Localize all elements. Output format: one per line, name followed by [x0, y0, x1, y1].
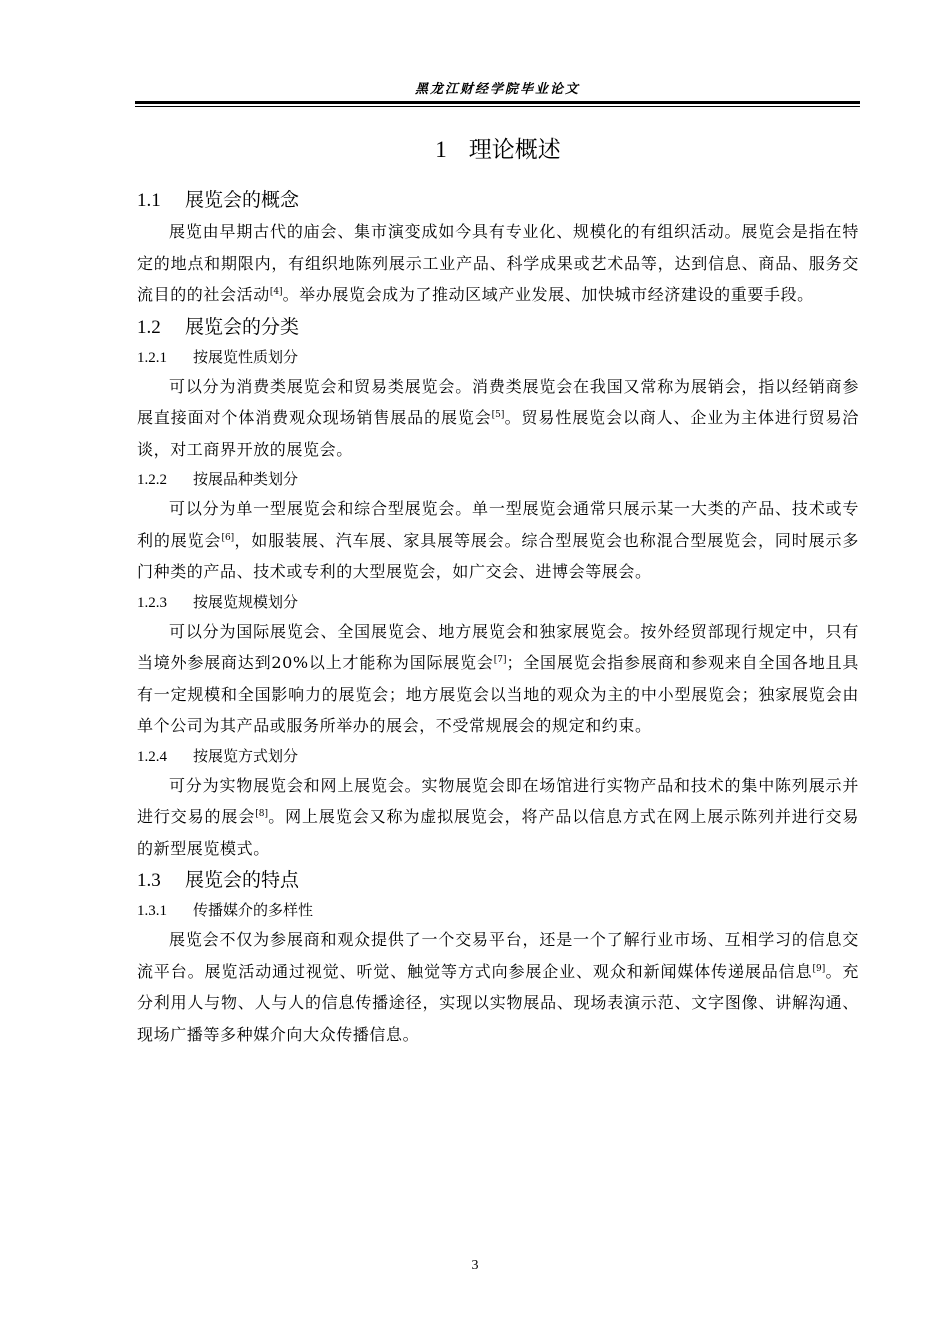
section-heading-1-2	[137, 311, 859, 343]
subsection-number: 1.2.1	[137, 349, 167, 366]
paragraph-1-3-1	[137, 924, 859, 1050]
paragraph-text: 展览由早期古代的庙会、集市演变成如今具有专业化、规模化的有组织活动。展览会是指在特定的地点和期限内，有组织地陈列展示工业产品、科学成果或艺术品等，达到信息、商品、服务交流目的的社会活动	[137, 222, 859, 304]
paragraph-text-tail: 。网上展览会又称为虚拟展览会，将产品以信息方式在网上展示陈列并进行交易的新型展览模式。	[137, 807, 859, 858]
citation-ref: [8]	[255, 809, 268, 819]
subsection-title: 传播媒介的多样性	[193, 901, 314, 919]
subsection-heading-1-2-4	[137, 742, 859, 770]
section-heading-1-1	[137, 184, 859, 216]
section-title: 展览会的概念	[185, 189, 300, 211]
paragraph-text-tail: ；全国展览会指参展商和参观来自全国各地且具有一定规模和全国影响力的展览会；地方展览会以当地的观众为主的中小型展览会；独家展览会由单个公司为其产品或服务所举办的展会，不受常规展会的规定和约束。	[137, 653, 859, 735]
chapter-title-text: 理论概述	[468, 137, 561, 163]
citation-ref: [6]	[221, 532, 235, 543]
paragraph-text-tail: 。充分利用人与物、人与人的信息传播途径，实现以实物展品、现场表演示范、文字图像、讲解沟通、现场广播等多种媒介向大众传播信息。	[137, 961, 859, 1044]
paragraph-1-2-1	[137, 371, 859, 466]
section-heading-1-3	[137, 864, 859, 896]
citation-ref: [9]	[812, 963, 826, 974]
paragraph-text-tail: 。举办展览会成为了推动区域产业发展、加快城市经济建设的重要手段。	[282, 285, 814, 304]
chapter-title	[137, 128, 859, 174]
section-number: 1.3	[137, 870, 161, 891]
header-rule-thick	[135, 101, 860, 104]
running-header-title: 黑龙江财经学院毕业论文	[414, 82, 580, 97]
header-rule-thin	[135, 106, 860, 107]
paragraph-1-2-3	[137, 616, 859, 742]
subsection-heading-1-3-1	[137, 896, 859, 924]
section-number: 1.2	[137, 316, 161, 338]
subsection-title: 按展品种类划分	[193, 470, 299, 488]
subsection-number: 1.3.1	[137, 903, 167, 919]
subsection-heading-1-2-3	[137, 588, 859, 616]
section-title: 展览会的特点	[185, 869, 300, 891]
subsection-number: 1.2.3	[137, 594, 167, 611]
subsection-title: 按展览性质划分	[193, 347, 299, 366]
paragraph-text: 展览会不仅为参展商和观众提供了一个交易平台，还是一个了解行业市场、互相学习的信息交流平台。展览活动通过视觉、听觉、触觉等方式向参展企业、观众和新闻媒体传递展品信息	[137, 930, 859, 981]
citation-ref: [5]	[491, 410, 505, 420]
subsection-title: 按展览方式划分	[193, 746, 299, 765]
section-number: 1.1	[137, 190, 161, 211]
section-title: 展览会的分类	[185, 315, 300, 338]
paragraph-text-tail: 。贸易性展览会以商人、企业为主体进行贸易洽谈，对工商界开放的展览会。	[137, 408, 859, 459]
subsection-heading-1-2-1	[137, 343, 859, 371]
paragraph-1-1	[137, 216, 859, 311]
paragraph-text: 可以分为国际展览会、全国展览会、地方展览会和独家展览会。按外经贸部现行规定中，只有当境外参展商达到20%以上才能称为国际展览会	[137, 621, 859, 672]
paragraph-text: 可分为实物展览会和网上展览会。实物展览会即在场馆进行实物产品和技术的集中陈列展示并进行交易的展会	[137, 775, 859, 826]
page-body	[137, 128, 859, 1050]
subsection-title: 按展览规模划分	[193, 592, 299, 611]
subsection-heading-1-2-2	[137, 465, 859, 493]
subsection-number: 1.2.2	[137, 472, 167, 488]
citation-ref: [4]	[269, 287, 283, 297]
paragraph-text: 可以分为单一型展览会和综合型展览会。单一型展览会通常只展示某一大类的产品、技术或专利的展览会	[137, 499, 859, 550]
page-number: 3	[471, 1258, 479, 1273]
citation-ref: [7]	[493, 655, 507, 665]
subsection-number: 1.2.4	[137, 748, 167, 765]
paragraph-text-tail: ，如服装展、汽车展、家具展等展会。综合型展览会也称混合型展览会，同时展示多门种类的产品、技术或专利的大型展览会，如广交会、进博会等展会。	[137, 530, 859, 581]
paragraph-1-2-4	[137, 770, 859, 865]
paragraph-text: 可以分为消费类展览会和贸易类展览会。消费类展览会在我国又常称为展销会，指以经销商参展直接面对个体消费观众现场销售展品的展览会	[137, 376, 859, 427]
chapter-number: 1	[435, 137, 447, 162]
paragraph-1-2-2	[137, 493, 859, 588]
